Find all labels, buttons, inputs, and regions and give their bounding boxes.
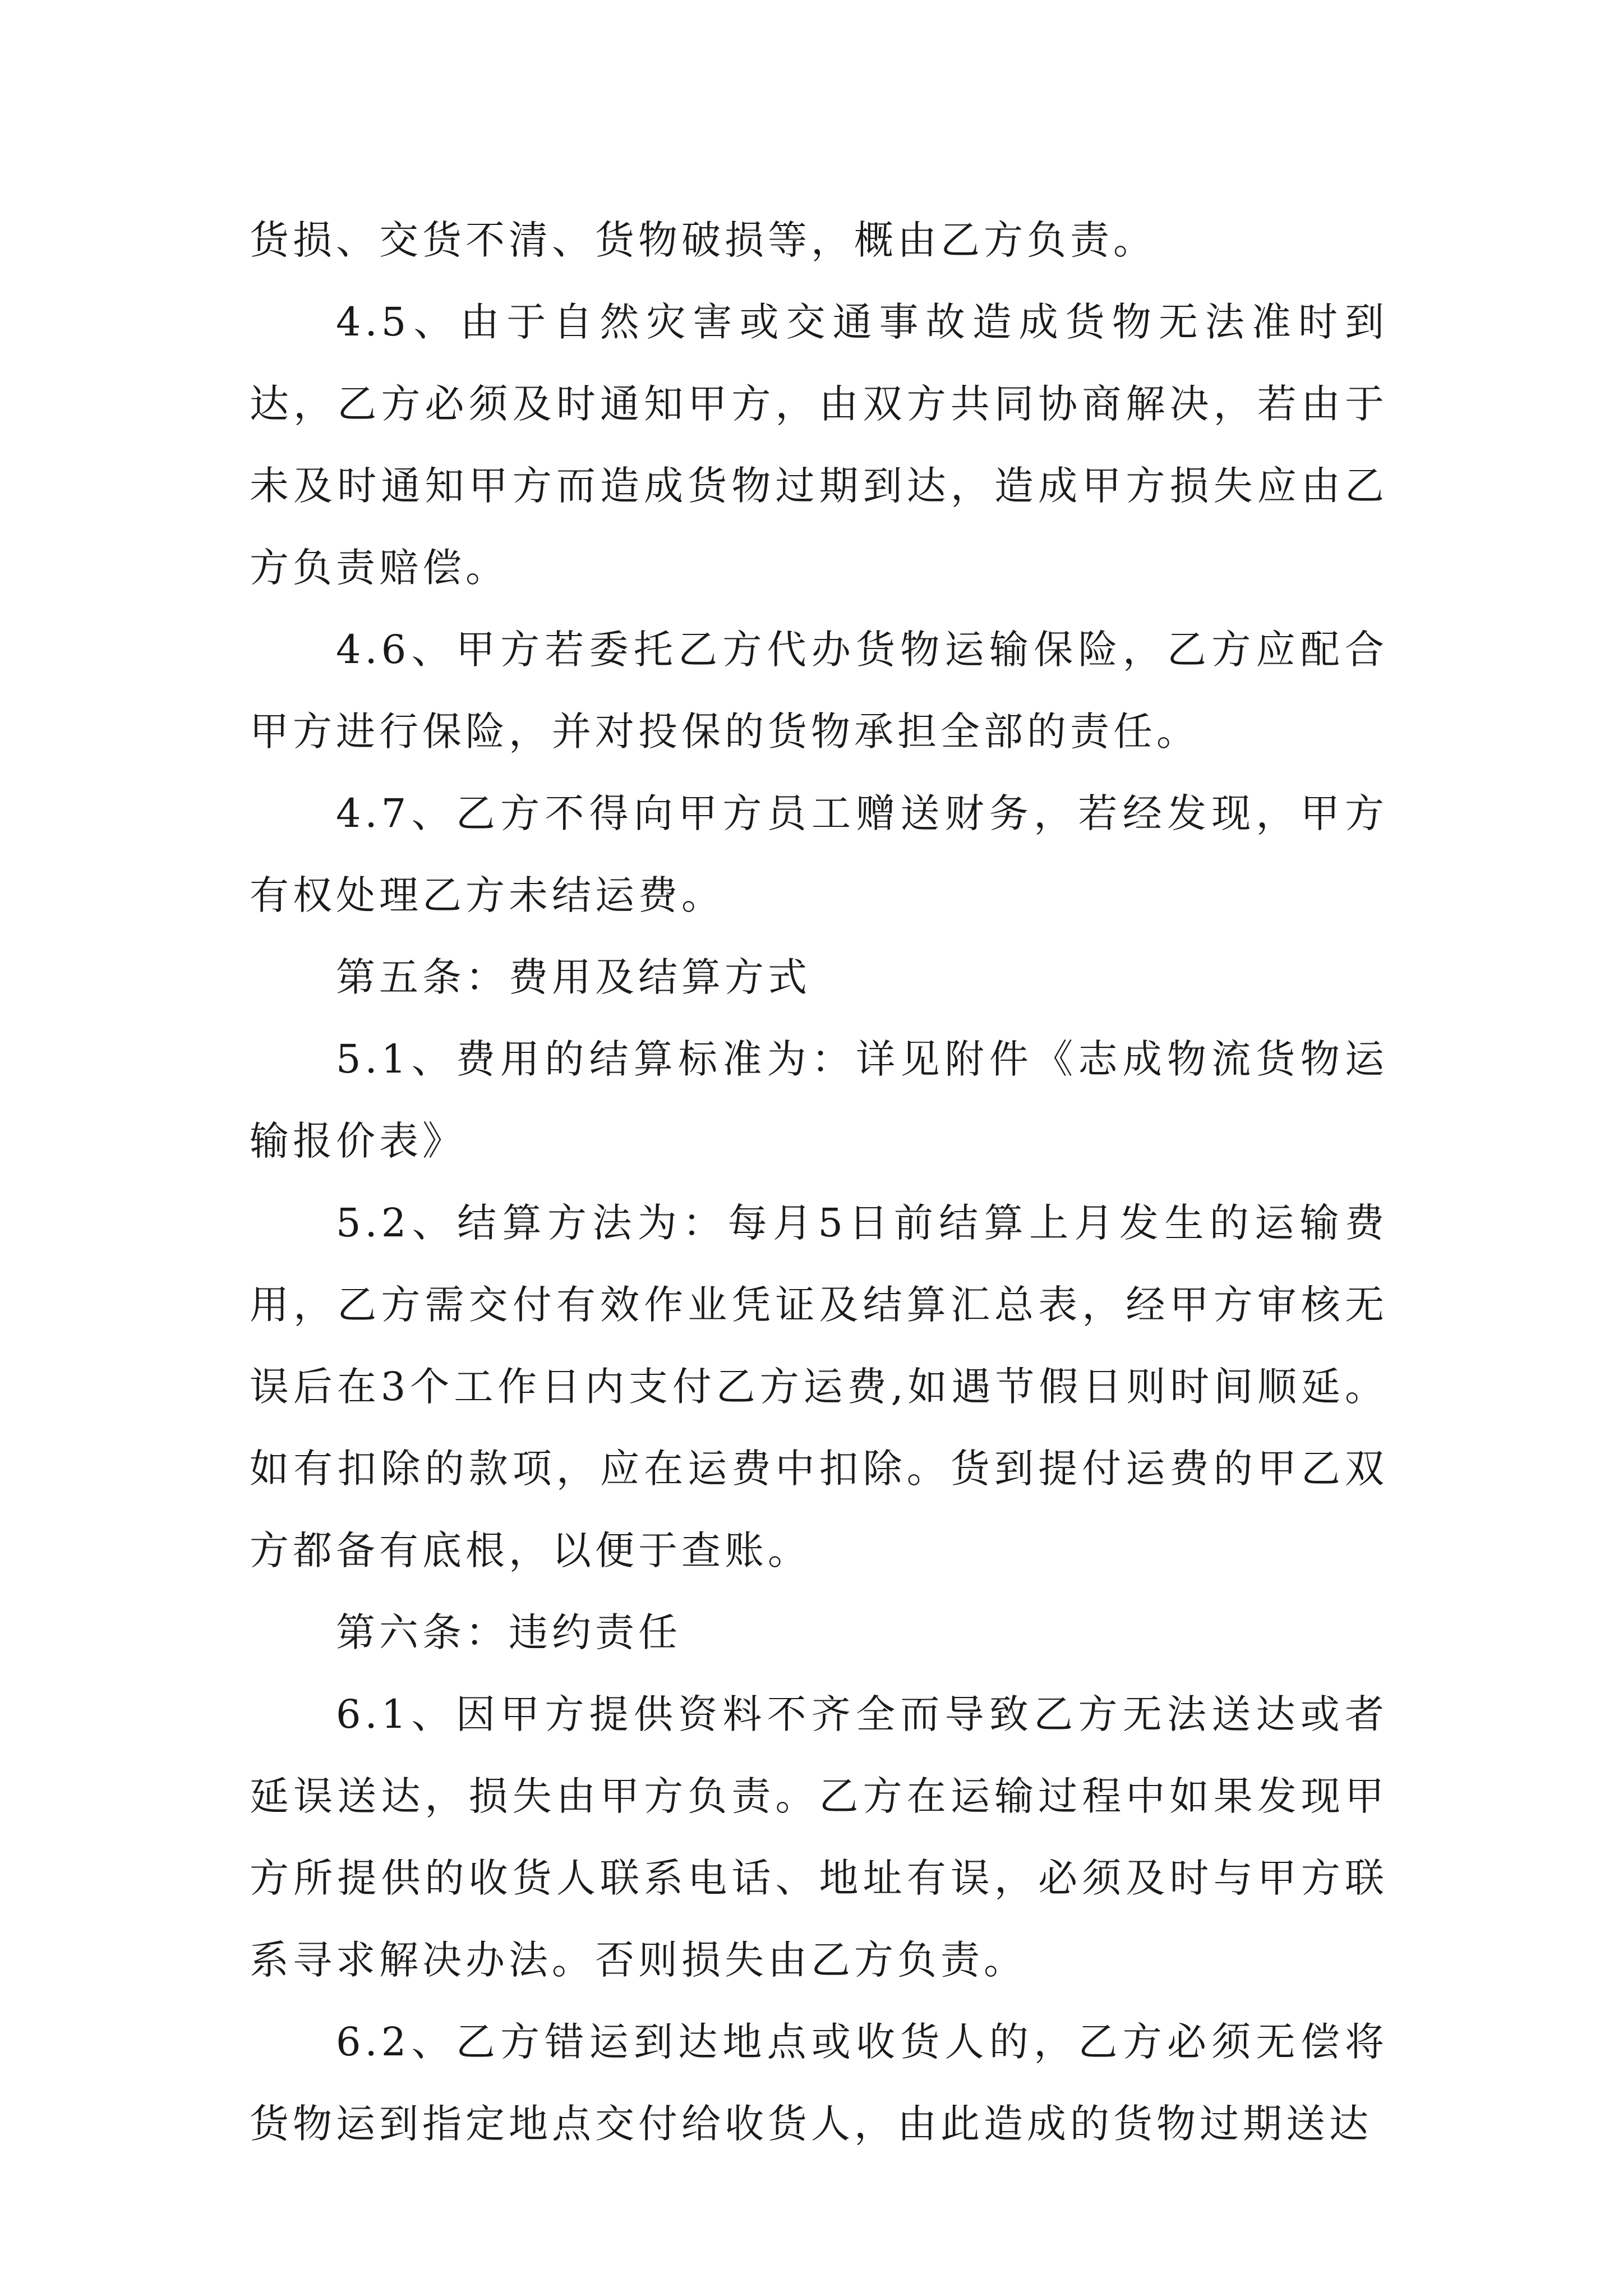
paragraph-4-5: 4.5、由于自然灾害或交通事故造成货物无法准时到达，乙方必须及时通知甲方，由双方共同协商解决，若由于未及时通知甲方而造成货物过期到达，造成甲方损失应由乙方负责赔偿。: [250, 299, 1388, 591]
section-heading-6: 第六条：违约责任: [336, 1609, 681, 1655]
paragraph-4-6: 4.6、甲方若委托乙方代办货物运输保险，乙方应配合甲方进行保险，并对投保的货物承担全部的责任。: [250, 627, 1388, 754]
paragraph-5-2: 5.2、结算方法为：每月5日前结算上月发生的运输费用，乙方需交付有效作业凭证及结算汇总表，经甲方审核无误后在3个工作日内支付乙方运费,如遇节假日则时间顺延。如有扣除的款项，应在运费中扣除。货到提付运费的甲乙双方都备有底根，以便于查账。: [250, 1200, 1388, 1573]
paragraph-6-1: 6.1、因甲方提供资料不齐全而导致乙方无法送达或者延误送达，损失由甲方负责。乙方在运输过程中如果发现甲方所提供的收货人联系电话、地址有误，必须及时与甲方联系寻求解决办法。否则损失由乙方负责。: [250, 1691, 1388, 1983]
document-body: [250, 199, 1388, 2165]
paragraph-4-7: 4.7、乙方不得向甲方员工赠送财务，若经发现，甲方有权处理乙方未结运费。: [250, 790, 1388, 918]
paragraph-6-2: 6.2、乙方错运到达地点或收货人的，乙方必须无偿将货物运到指定地点交付给收货人，由此造成的货物过期送达: [250, 2019, 1388, 2147]
section-heading-5: 第五条：费用及结算方式: [336, 954, 811, 1000]
paragraph-0: 货损、交货不清、货物破损等，概由乙方负责。: [250, 217, 1156, 263]
paragraph-5-1: 5.1、费用的结算标准为：详见附件《志成物流货物运输报价表》: [250, 1036, 1388, 1164]
